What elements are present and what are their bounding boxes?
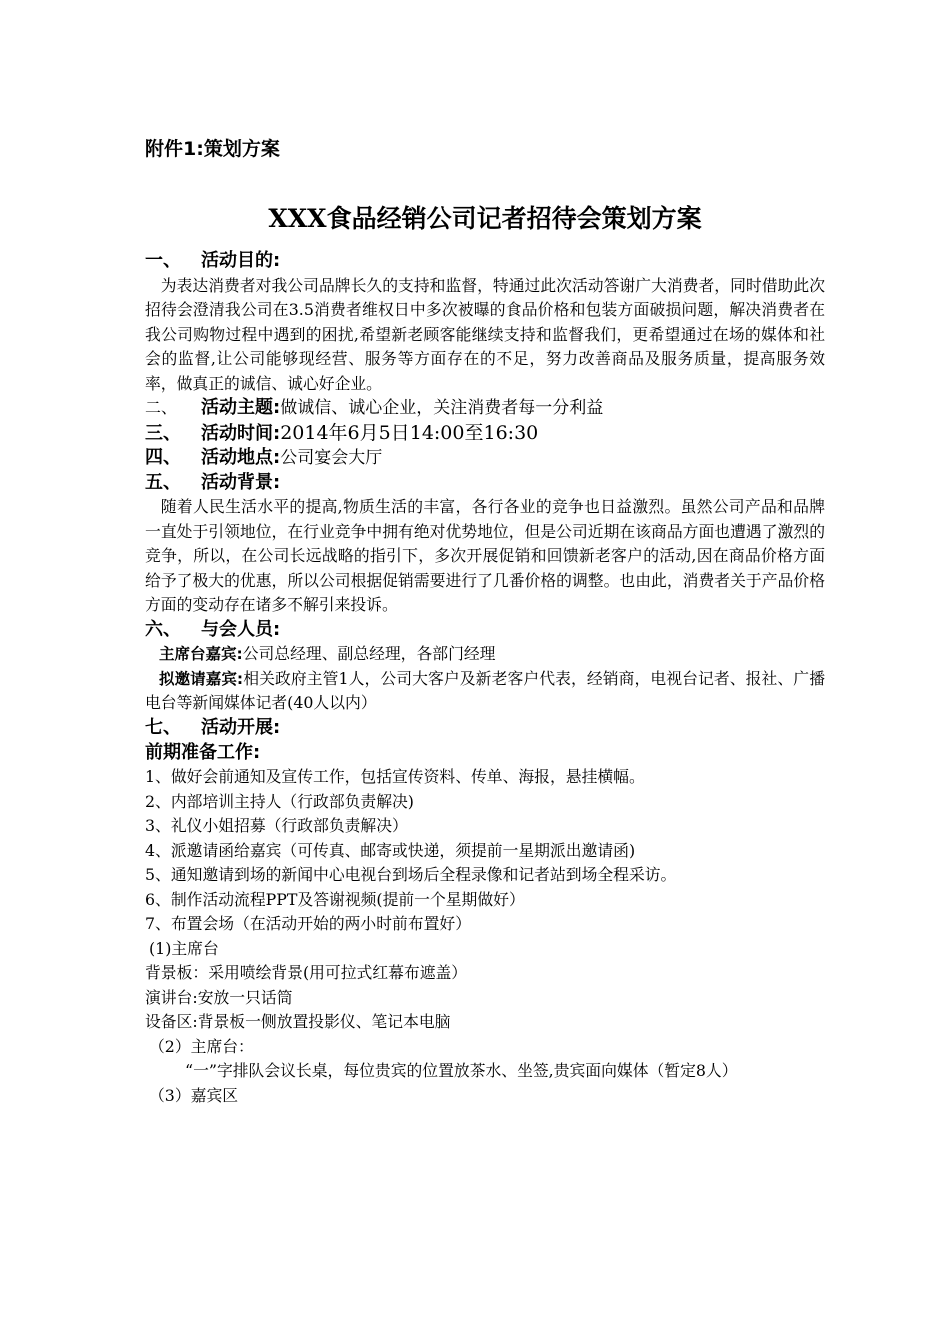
section-heading: 与会人员:	[201, 618, 281, 640]
prep-item: 6、制作活动流程PPT及答谢视频(提前一个星期做好）	[145, 889, 525, 909]
section-background-heading	[145, 471, 825, 496]
invited-guests-paragraph	[145, 667, 825, 716]
venue-table-paragraph: “一”字排队会议长桌，每位贵宾的位置放茶水、坐签,贵宾面向媒体（暂定8人）	[185, 1061, 738, 1080]
prep-item: 4、派邀请函给嘉宾（可传真、邮寄或快递，须提前一星期派出邀请函)	[145, 840, 636, 860]
section-place	[145, 446, 825, 471]
host-guests-value: 公司总经理、副总经理，各部门经理	[242, 644, 496, 663]
section-attendees-heading	[145, 618, 825, 643]
host-guests-line	[145, 642, 825, 667]
section-number: 一、	[145, 250, 181, 271]
section-purpose-heading	[145, 249, 825, 274]
theme-value: 做诚信、诚心企业，关注消费者每一分利益	[280, 398, 604, 418]
invited-guests-label: 拟邀请嘉宾:	[159, 669, 244, 688]
document-title: XXX食品经销公司记者招待会策划方案	[268, 204, 702, 233]
section-number: 六、	[145, 618, 181, 640]
venue-podium: 演讲台:安放一只话筒	[145, 987, 293, 1007]
section-number: 七、	[145, 716, 181, 738]
host-guests-label: 主席台嘉宾:	[159, 645, 243, 663]
section-number: 五、	[145, 471, 181, 493]
venue-subsection-1: (1)主席台	[149, 938, 219, 958]
section-heading: 活动背景:	[201, 471, 281, 493]
section-theme	[145, 396, 825, 421]
section-number: 三、	[145, 422, 181, 444]
prep-item: 3、礼仪小姐招募（行政部负责解决）	[145, 816, 408, 835]
venue-subsection-2: （2）主席台：	[149, 1036, 254, 1056]
section-heading: 活动主题:	[201, 397, 281, 418]
section-heading: 活动时间:	[201, 422, 281, 444]
prep-item: 5、通知邀请到场的新闻中心电视台到场后全程录像和记者站到场全程采访。	[145, 865, 677, 884]
section-time	[145, 421, 825, 447]
background-paragraph: 随着人民生活水平的提高,物质生活的丰富，各行各业的竞争也日益激烈。虽然公司产品和品牌一直处于引领地位，在行业竞争中拥有绝对优势地位，但是公司近期在该商品方面也遭遇了激烈的竞争，所以，在公司长远战略的指引下，多次开展促销和回馈新老客户的活动,因在商品价格方面给予了极大的优惠，所以公司根据促销需要进行了几番价格的调整。也由此，消费者关于产品价格方面的变动存在诸多不解引来投诉。	[145, 497, 825, 614]
prep-item: 1、做好会前通知及宣传工作，包括宣传资料、传单、海报，悬挂横幅。	[145, 767, 645, 786]
section-heading: 活动目的:	[201, 250, 281, 271]
section-number: 四、	[145, 447, 181, 468]
prep-item: 2、内部培训主持人（行政部负责解决)	[145, 791, 414, 811]
place-value: 公司宴会大厅	[280, 448, 383, 468]
venue-equipment: 设备区:背景板一侧放置投影仪、笔记本电脑	[145, 1012, 451, 1031]
section-activity-heading	[145, 716, 825, 741]
section-heading: 活动地点:	[201, 447, 281, 468]
section-heading: 活动开展:	[201, 716, 281, 738]
prep-item: 7、布置会场（在活动开始的两小时前布置好）	[145, 914, 471, 933]
attachment-label: 附件1:策划方案	[145, 138, 280, 160]
venue-backboard: 背景板：采用喷绘背景(用可拉式红幕布遮盖）	[145, 963, 468, 982]
document-page	[145, 134, 825, 1108]
section-number: 二、	[145, 398, 178, 417]
time-value: 2014年6月5日14:00至16:30	[280, 421, 539, 444]
purpose-paragraph: 为表达消费者对我公司品牌长久的支持和监督，特通过此次活动答谢广大消费者，同时借助此次招待会澄清我公司在3.5消费者维权日中多次被曝的食品价格和包装方面破损问题，解决消费者在我公司购物过程中遇到的困扰,希望新老顾客能继续支持和监督我们，更希望通过在场的媒体和社会的监督,让公司能够现经营、服务等方面存在的不足，努力改善商品及服务质量，提高服务效率，做真正的诚信、诚心好企业。	[145, 275, 825, 393]
invited-guests-value: 相关政府主管1人，公司大客户及新老客户代表，经销商，电视台记者、报社、广播电台等新闻媒体记者(40人以内）	[145, 668, 825, 712]
prep-work-heading: 前期准备工作:	[145, 742, 261, 763]
venue-subsection-3: （3）嘉宾区	[149, 1085, 239, 1105]
